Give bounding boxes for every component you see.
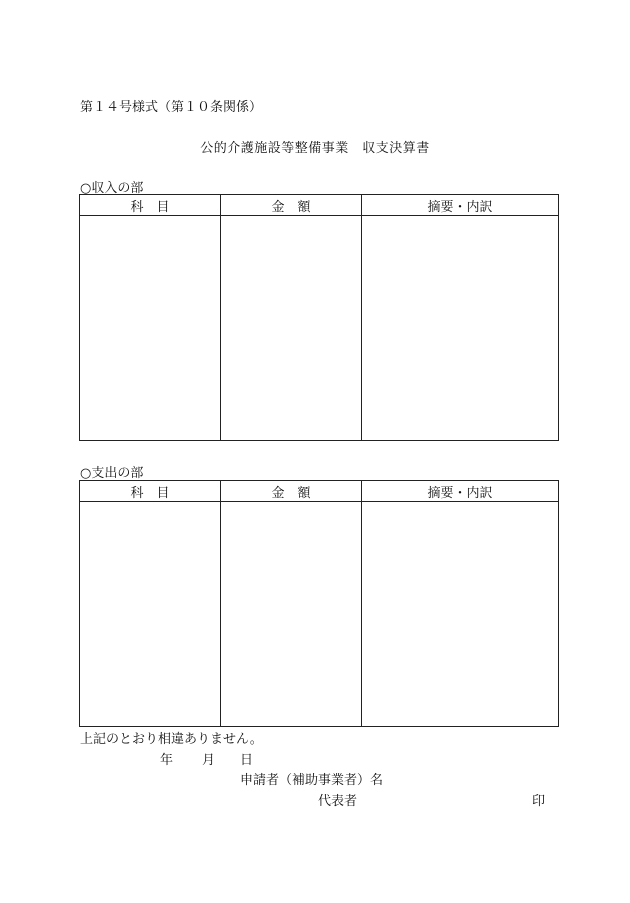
income-col-item: 科 目 xyxy=(80,195,221,216)
income-table-row xyxy=(80,216,559,441)
income-item-cell xyxy=(80,216,221,441)
expense-table xyxy=(79,480,559,727)
income-table xyxy=(79,194,559,441)
date-month-label: 月 xyxy=(202,753,216,768)
certification-statement: 上記のとおり相違ありません。 xyxy=(80,732,263,747)
income-col-amount: 金 額 xyxy=(221,195,362,216)
expense-col-item: 科 目 xyxy=(80,481,221,502)
form-number: 第１４号様式（第１０条関係） xyxy=(80,100,263,115)
expense-col-amount: 金 額 xyxy=(221,481,362,502)
income-section-heading: ○収入の部 xyxy=(80,181,144,196)
expense-table-row xyxy=(80,502,559,727)
date-day-label: 日 xyxy=(240,753,254,768)
document-title: 公的介護施設等整備事業 収支決算書 xyxy=(200,141,430,156)
income-description-cell xyxy=(362,216,559,441)
income-col-description: 摘要・内訳 xyxy=(362,195,559,216)
income-amount-cell xyxy=(221,216,362,441)
date-year-label: 年 xyxy=(160,753,174,768)
seal-label: 印 xyxy=(532,794,546,809)
representative-label: 代表者 xyxy=(318,794,358,809)
expense-description-cell xyxy=(362,502,559,727)
expense-item-cell xyxy=(80,502,221,727)
expense-amount-cell xyxy=(221,502,362,727)
expense-col-description: 摘要・内訳 xyxy=(362,481,559,502)
applicant-label: 申請者（補助事業者）名 xyxy=(240,773,384,788)
expense-section-heading: ○支出の部 xyxy=(80,466,144,481)
income-table-header-row xyxy=(80,195,559,216)
expense-table-header-row xyxy=(80,481,559,502)
